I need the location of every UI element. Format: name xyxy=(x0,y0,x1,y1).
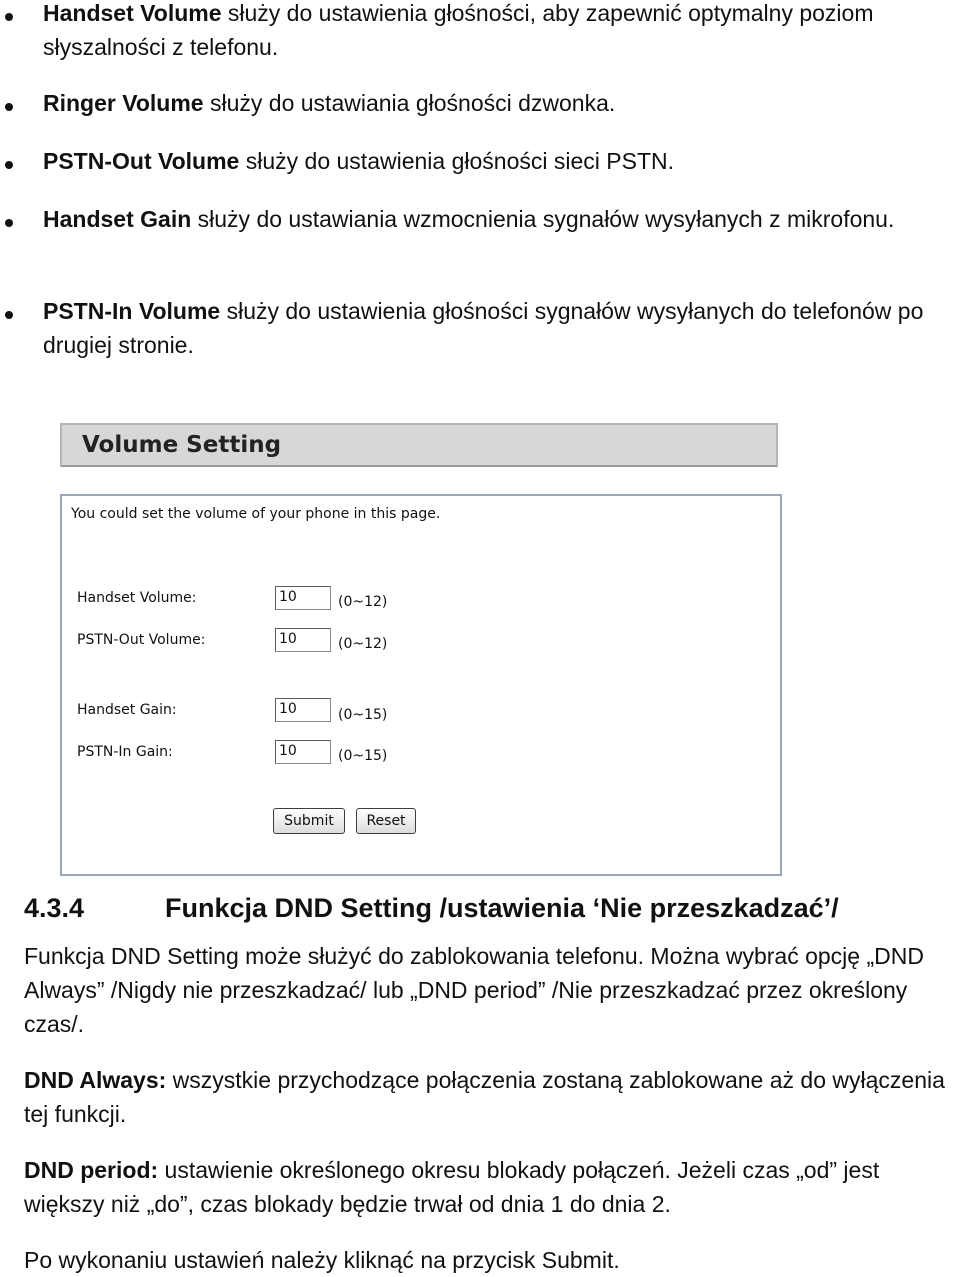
bullet-description: służy do ustawienia głośności, aby zapewnić optymalny poziom słyszalności z telefonu. xyxy=(43,0,874,60)
handset-volume-label: Handset Volume: xyxy=(77,590,197,606)
section-number: 4.3.4 xyxy=(24,893,85,923)
bullet-term: Ringer Volume xyxy=(43,90,204,116)
bullet-term: PSTN-In Volume xyxy=(43,298,221,324)
dnd-period-term: DND period: xyxy=(24,1157,159,1183)
handset-gain-label: Handset Gain: xyxy=(77,702,177,718)
bullet-dot-icon xyxy=(5,13,13,21)
volume-setting-form xyxy=(60,494,782,876)
reset-button[interactable]: Reset xyxy=(356,808,416,834)
bullet-text xyxy=(43,294,948,362)
bullet-term: PSTN-Out Volume xyxy=(43,148,240,174)
handset-gain-range: (0~15) xyxy=(338,707,388,723)
bullet-text xyxy=(43,202,948,236)
bullet-description: służy do ustawiania głośności dzwonka. xyxy=(203,90,616,116)
bullet-text xyxy=(43,144,948,178)
volume-setting-title: Volume Setting xyxy=(82,432,282,458)
bullet-dot-icon xyxy=(5,311,13,319)
pstn-out-volume-input[interactable]: 10 xyxy=(275,628,331,652)
dnd-always-text: wszystkie przychodzące połączenia zostaną zablokowane aż do wyłączenia tej funkcji. xyxy=(24,1067,945,1127)
section-intro: Funkcja DND Setting może służyć do zablokowania telefonu. Można wybrać opcję „DND Always” /Nigdy nie przeszkadzać/ lub „DND period” /Nie przeszkadzać przez określony czas/. xyxy=(24,943,924,1037)
submit-button[interactable]: Submit xyxy=(273,808,345,834)
handset-volume-range: (0~12) xyxy=(338,594,388,610)
bullet-text xyxy=(43,86,948,120)
pstn-out-volume-range: (0~12) xyxy=(338,636,388,652)
bullet-description: służy do ustawienia głośności sygnałów wysyłanych do telefonów po drugiej stronie. xyxy=(43,298,924,358)
bullet-description: służy do ustawiania wzmocnienia sygnałów wysyłanych z mikrofonu. xyxy=(191,206,895,232)
dnd-always-paragraph xyxy=(24,1063,954,1131)
form-intro-text: You could set the volume of your phone in this page. xyxy=(71,506,441,522)
dnd-period-paragraph xyxy=(24,1153,954,1221)
dnd-period-text: ustawienie określonego okresu blokady połączeń. Jeżeli czas „od” jest większy niż „do”, czas blokady będzie trwał od dnia 1 do dnia 2. xyxy=(24,1157,880,1217)
pstn-out-volume-label: PSTN-Out Volume: xyxy=(77,632,206,648)
bullet-description: służy do ustawienia głośności sieci PSTN. xyxy=(239,148,674,174)
bullet-text xyxy=(43,0,948,64)
pstn-in-gain-input[interactable]: 10 xyxy=(275,740,331,764)
bullet-dot-icon xyxy=(5,161,13,169)
section-title: Funkcja DND Setting /ustawienia ‘Nie przeszkadzać’/ xyxy=(165,893,839,923)
bullet-term: Handset Gain xyxy=(43,206,192,232)
bullet-dot-icon xyxy=(5,219,13,227)
pstn-in-gain-label: PSTN-In Gain: xyxy=(77,744,173,760)
bullet-term: Handset Volume xyxy=(43,0,222,26)
pstn-in-gain-range: (0~15) xyxy=(338,748,388,764)
dnd-always-term: DND Always: xyxy=(24,1067,167,1093)
handset-gain-input[interactable]: 10 xyxy=(275,698,331,722)
bullet-dot-icon xyxy=(5,103,13,111)
closing-text: Po wykonaniu ustawień należy kliknąć na przycisk Submit. xyxy=(24,1247,620,1273)
volume-setting-header xyxy=(60,423,778,467)
handset-volume-input[interactable]: 10 xyxy=(275,586,331,610)
